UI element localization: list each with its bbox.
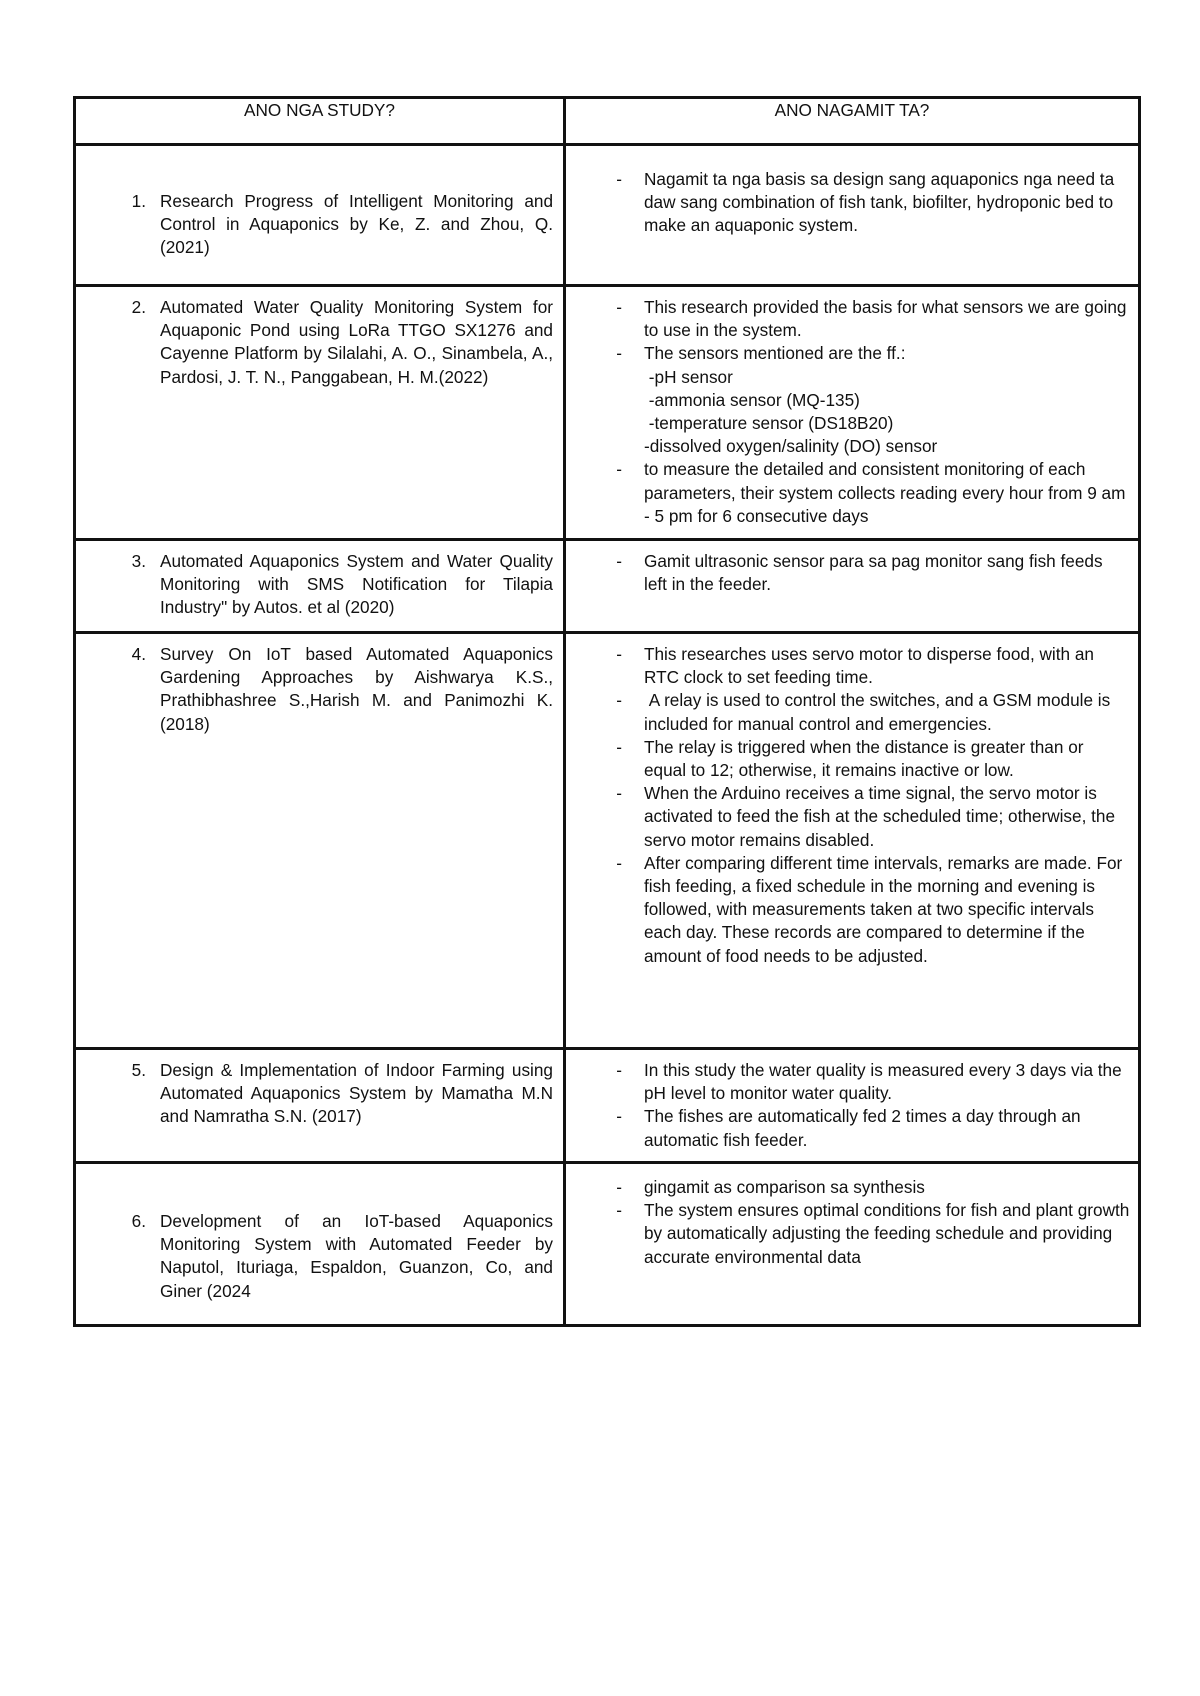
- study-cell: [75, 540, 565, 633]
- bullet-dash: -: [616, 1106, 622, 1127]
- note-text: When the Arduino receives a time signal, the servo motor is activated to feed the fish at the scheduled time; otherwise, the servo motor remains disabled.: [644, 783, 1120, 850]
- study-cell: [75, 286, 565, 540]
- bullet-dash: -: [616, 297, 622, 317]
- list-item: [566, 1199, 1135, 1269]
- notes-list: [566, 1176, 1138, 1269]
- notes-cell: [565, 633, 1140, 1049]
- note-text: This researches uses servo motor to disperse food, with an RTC clock to set feeding time.: [644, 644, 1099, 688]
- note-text: to measure the detailed and consistent monitoring of each parameters, their system collects reading every hour from 9 am - 5 pm for 6 consecutive days: [644, 459, 1131, 526]
- study-entry: [76, 643, 563, 736]
- list-item: [566, 296, 1130, 342]
- table-row: [75, 286, 1140, 540]
- bullet-dash: -: [616, 1200, 622, 1221]
- study-number: 5.: [131, 1060, 146, 1080]
- table-row: [75, 540, 1140, 633]
- header-row: [75, 98, 1140, 145]
- study-title: Automated Water Quality Monitoring System for Aquaponic Pond using LoRa TTGO SX1276 and Cayenne Platform by Silalahi, A. O., Sinambela, A., Pardosi, J. T. N., Panggabean, H. M.(2022): [160, 297, 553, 387]
- notes-cell: [565, 1049, 1140, 1163]
- study-title: Survey On IoT based Automated Aquaponics Gardening Approaches by Aishwarya K.S., Prathibhashree S.,Harish M. and Panimozhi K. (2018): [160, 644, 553, 734]
- study-cell: [75, 1163, 565, 1326]
- study-number: 6.: [131, 1211, 146, 1231]
- note-text: -pH sensor: [644, 366, 733, 387]
- study-cell: [75, 633, 565, 1049]
- study-entry: [76, 1210, 563, 1303]
- study-number: 4.: [131, 644, 146, 664]
- bullet-dash: -: [616, 1060, 622, 1080]
- note-text: Nagamit ta nga basis sa design sang aquaponics nga need ta daw sang combination of fish tank, biofilter, hydroponic bed to make an aquaponic system.: [644, 169, 1119, 236]
- study-number: 3.: [131, 551, 146, 571]
- note-text: -dissolved oxygen/salinity (DO) sensor: [644, 436, 938, 457]
- list-item: [566, 342, 1130, 365]
- note-text: A relay is used to control the switches, and a GSM module is included for manual control and emergencies.: [644, 690, 1115, 734]
- bullet-dash: -: [616, 690, 622, 711]
- bullet-dash: [566, 412, 644, 435]
- notes-list: [566, 296, 1138, 528]
- study-cell: [75, 145, 565, 286]
- studies-table: [73, 96, 1141, 1327]
- notes-list: [566, 550, 1138, 596]
- list-item: [566, 782, 1130, 852]
- bullet-dash: -: [616, 1177, 622, 1197]
- note-text: The fishes are automatically fed 2 times a day through an automatic fish feeder.: [644, 1106, 1086, 1150]
- list-item: [566, 1105, 1130, 1151]
- bullet-dash: -: [616, 551, 622, 571]
- notes-cell: [565, 1163, 1140, 1326]
- notes-list: [566, 1059, 1138, 1152]
- bullet-dash: -: [616, 736, 622, 757]
- bullet-dash: -: [616, 343, 622, 364]
- list-item: [566, 366, 1130, 389]
- study-entry: [76, 1059, 563, 1129]
- study-cell: [75, 1049, 565, 1163]
- list-item: [566, 736, 1130, 782]
- study-title: Research Progress of Intelligent Monitoring and Control in Aquaponics by Ke, Z. and Zhou, Q. (2021): [160, 191, 553, 258]
- note-text: The sensors mentioned are the ff.:: [644, 343, 906, 364]
- bullet-dash: [566, 389, 644, 412]
- study-number: 1.: [131, 191, 146, 211]
- bullet-dash: -: [616, 459, 622, 480]
- list-item: [566, 550, 1130, 596]
- bullet-dash: [566, 435, 644, 458]
- table-row: [75, 1163, 1140, 1326]
- list-item: [566, 412, 1130, 435]
- list-item: [566, 1059, 1130, 1105]
- table-row: [75, 633, 1140, 1049]
- bullet-dash: -: [616, 644, 622, 664]
- list-item: [566, 852, 1130, 968]
- notes-cell: [565, 540, 1140, 633]
- header-study: ANO NGA STUDY?: [75, 98, 565, 145]
- study-entry: [76, 190, 563, 260]
- note-text: This research provided the basis for what sensors we are going to use in the system.: [644, 297, 1132, 341]
- bullet-dash: -: [616, 783, 622, 804]
- study-title: Design & Implementation of Indoor Farming using Automated Aquaponics System by Mamatha M.N and Namratha S.N. (2017): [160, 1060, 553, 1127]
- bullet-dash: [566, 366, 644, 389]
- study-title: Automated Aquaponics System and Water Quality Monitoring with SMS Notification for Tilapia Industry" by Autos. et al (2020): [160, 551, 553, 618]
- note-text: -temperature sensor (DS18B20): [644, 413, 894, 434]
- list-item: [566, 1176, 1130, 1199]
- list-item: [566, 389, 1130, 412]
- list-item: [566, 689, 1130, 735]
- table-row: [75, 1049, 1140, 1163]
- study-title: Development of an IoT-based Aquaponics Monitoring System with Automated Feeder by Naputol, Ituriaga, Espaldon, Guanzon, Co, and Giner (2024: [160, 1211, 553, 1301]
- notes-cell: [565, 145, 1140, 286]
- note-text: Gamit ultrasonic sensor para sa pag monitor sang fish feeds left in the feeder.: [644, 551, 1108, 595]
- note-text: The relay is triggered when the distance is greater than or equal to 12; otherwise, it remains inactive or low.: [644, 736, 1089, 781]
- note-text: -ammonia sensor (MQ-135): [644, 389, 860, 410]
- note-text: The system ensures optimal conditions for fish and plant growth by automatically adjusting the feeding schedule and providing accurate environmental data: [644, 1200, 1135, 1267]
- list-item: [566, 643, 1130, 689]
- list-item: [566, 168, 1130, 238]
- note-text: gingamit as comparison sa synthesis: [644, 1177, 925, 1197]
- notes-list: [566, 168, 1138, 238]
- notes-list: [566, 643, 1138, 968]
- note-text: After comparing different time intervals, remarks are made. For fish feeding, a fixed schedule in the morning and evening is followed, with measurements taken at two specific intervals each day. These records are compared to determine if the amount of food needs to be adjusted.: [644, 852, 1128, 966]
- study-number: 2.: [131, 297, 146, 317]
- note-text: In this study the water quality is measured every 3 days via the pH level to monitor water quality.: [644, 1060, 1127, 1104]
- study-entry: [76, 550, 563, 620]
- study-entry: [76, 296, 563, 389]
- table-row: [75, 145, 1140, 286]
- notes-cell: [565, 286, 1140, 540]
- list-item: [566, 458, 1130, 528]
- bullet-dash: -: [616, 169, 622, 189]
- bullet-dash: -: [616, 852, 622, 873]
- header-used: ANO NAGAMIT TA?: [565, 98, 1140, 145]
- list-item: [566, 435, 1130, 458]
